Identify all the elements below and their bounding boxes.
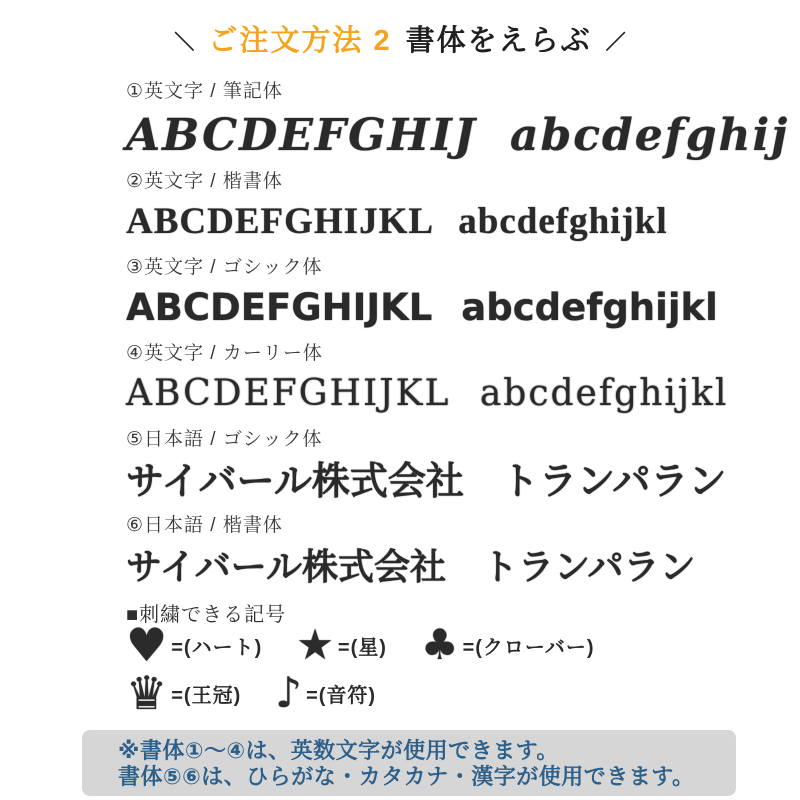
right-slash-decoration: ／ xyxy=(605,32,626,54)
font-section-curly xyxy=(126,338,729,421)
star-icon: ★ xyxy=(296,620,334,669)
font-sample-serif: ABCDEFGHIJKL abcdefghijkl xyxy=(126,201,668,242)
font-section-jp-serif xyxy=(126,510,696,595)
symbols-row-2 xyxy=(126,666,377,720)
symbol-music-note xyxy=(275,670,376,716)
font-section-label: ③英文字 / ゴシック体 xyxy=(126,257,323,278)
note-icon: ♪ xyxy=(275,668,303,717)
font-section-label: ①英文字 / 筆記体 xyxy=(126,81,283,102)
font-section-label: ⑤日本語 / ゴシック体 xyxy=(126,429,323,450)
title-text: 書体をえらぶ xyxy=(405,25,592,57)
symbols-section-title: ■刺繍できる記号 xyxy=(126,604,287,626)
font-section-gothic xyxy=(126,252,718,335)
heart-icon: ♥ xyxy=(126,618,168,672)
font-sample-gothic: ABCDEFGHIJKL abcdefghijkl xyxy=(126,286,718,329)
font-section-serif xyxy=(126,166,686,249)
symbol-label-note: =(音符) xyxy=(306,684,377,707)
font-sample-jp-serif: サイバール株式会社 トランパラン xyxy=(126,546,696,588)
symbol-clover xyxy=(421,622,595,668)
font-sample-curly: ABCDEFGHIJKL abcdefghijkl xyxy=(126,373,729,414)
crown-icon: ♛ xyxy=(126,666,168,720)
title-step-label: ご注文方法 2 xyxy=(208,25,392,57)
font-section-label: ②英文字 / 楷書体 xyxy=(126,171,283,192)
symbol-star xyxy=(296,622,387,668)
symbol-crown xyxy=(126,666,242,720)
symbol-label-clover: =(クローバー) xyxy=(462,636,595,659)
clover-icon: ♣ xyxy=(420,620,459,669)
font-sample-jp-gothic: サイバール株式会社 トランパラン xyxy=(126,459,727,503)
font-section-label: ④英文字 / カーリー体 xyxy=(126,343,323,364)
usage-note-line-2: 書体⑤⑥は、ひらがな・カタカナ・漢字が使用できます。 xyxy=(118,764,695,789)
symbol-label-star: =(星) xyxy=(337,636,387,659)
usage-note-box xyxy=(82,730,736,796)
symbol-heart xyxy=(126,618,263,672)
font-section-script xyxy=(126,76,790,167)
page-title xyxy=(0,18,800,59)
font-section-label: ⑥日本語 / 楷書体 xyxy=(126,515,283,536)
symbol-label-crown: =(王冠) xyxy=(171,684,242,707)
symbol-label-heart: =(ハート) xyxy=(171,636,263,659)
font-section-jp-gothic xyxy=(126,424,727,509)
font-sample-script: ABCDEFGHIJ abcdefghij xyxy=(126,110,790,161)
left-slash-decoration: ＼ xyxy=(174,32,195,54)
symbols-row-1 xyxy=(126,618,595,672)
usage-note-line-1: ※書体①〜④は、英数文字が使用できます。 xyxy=(118,738,559,763)
